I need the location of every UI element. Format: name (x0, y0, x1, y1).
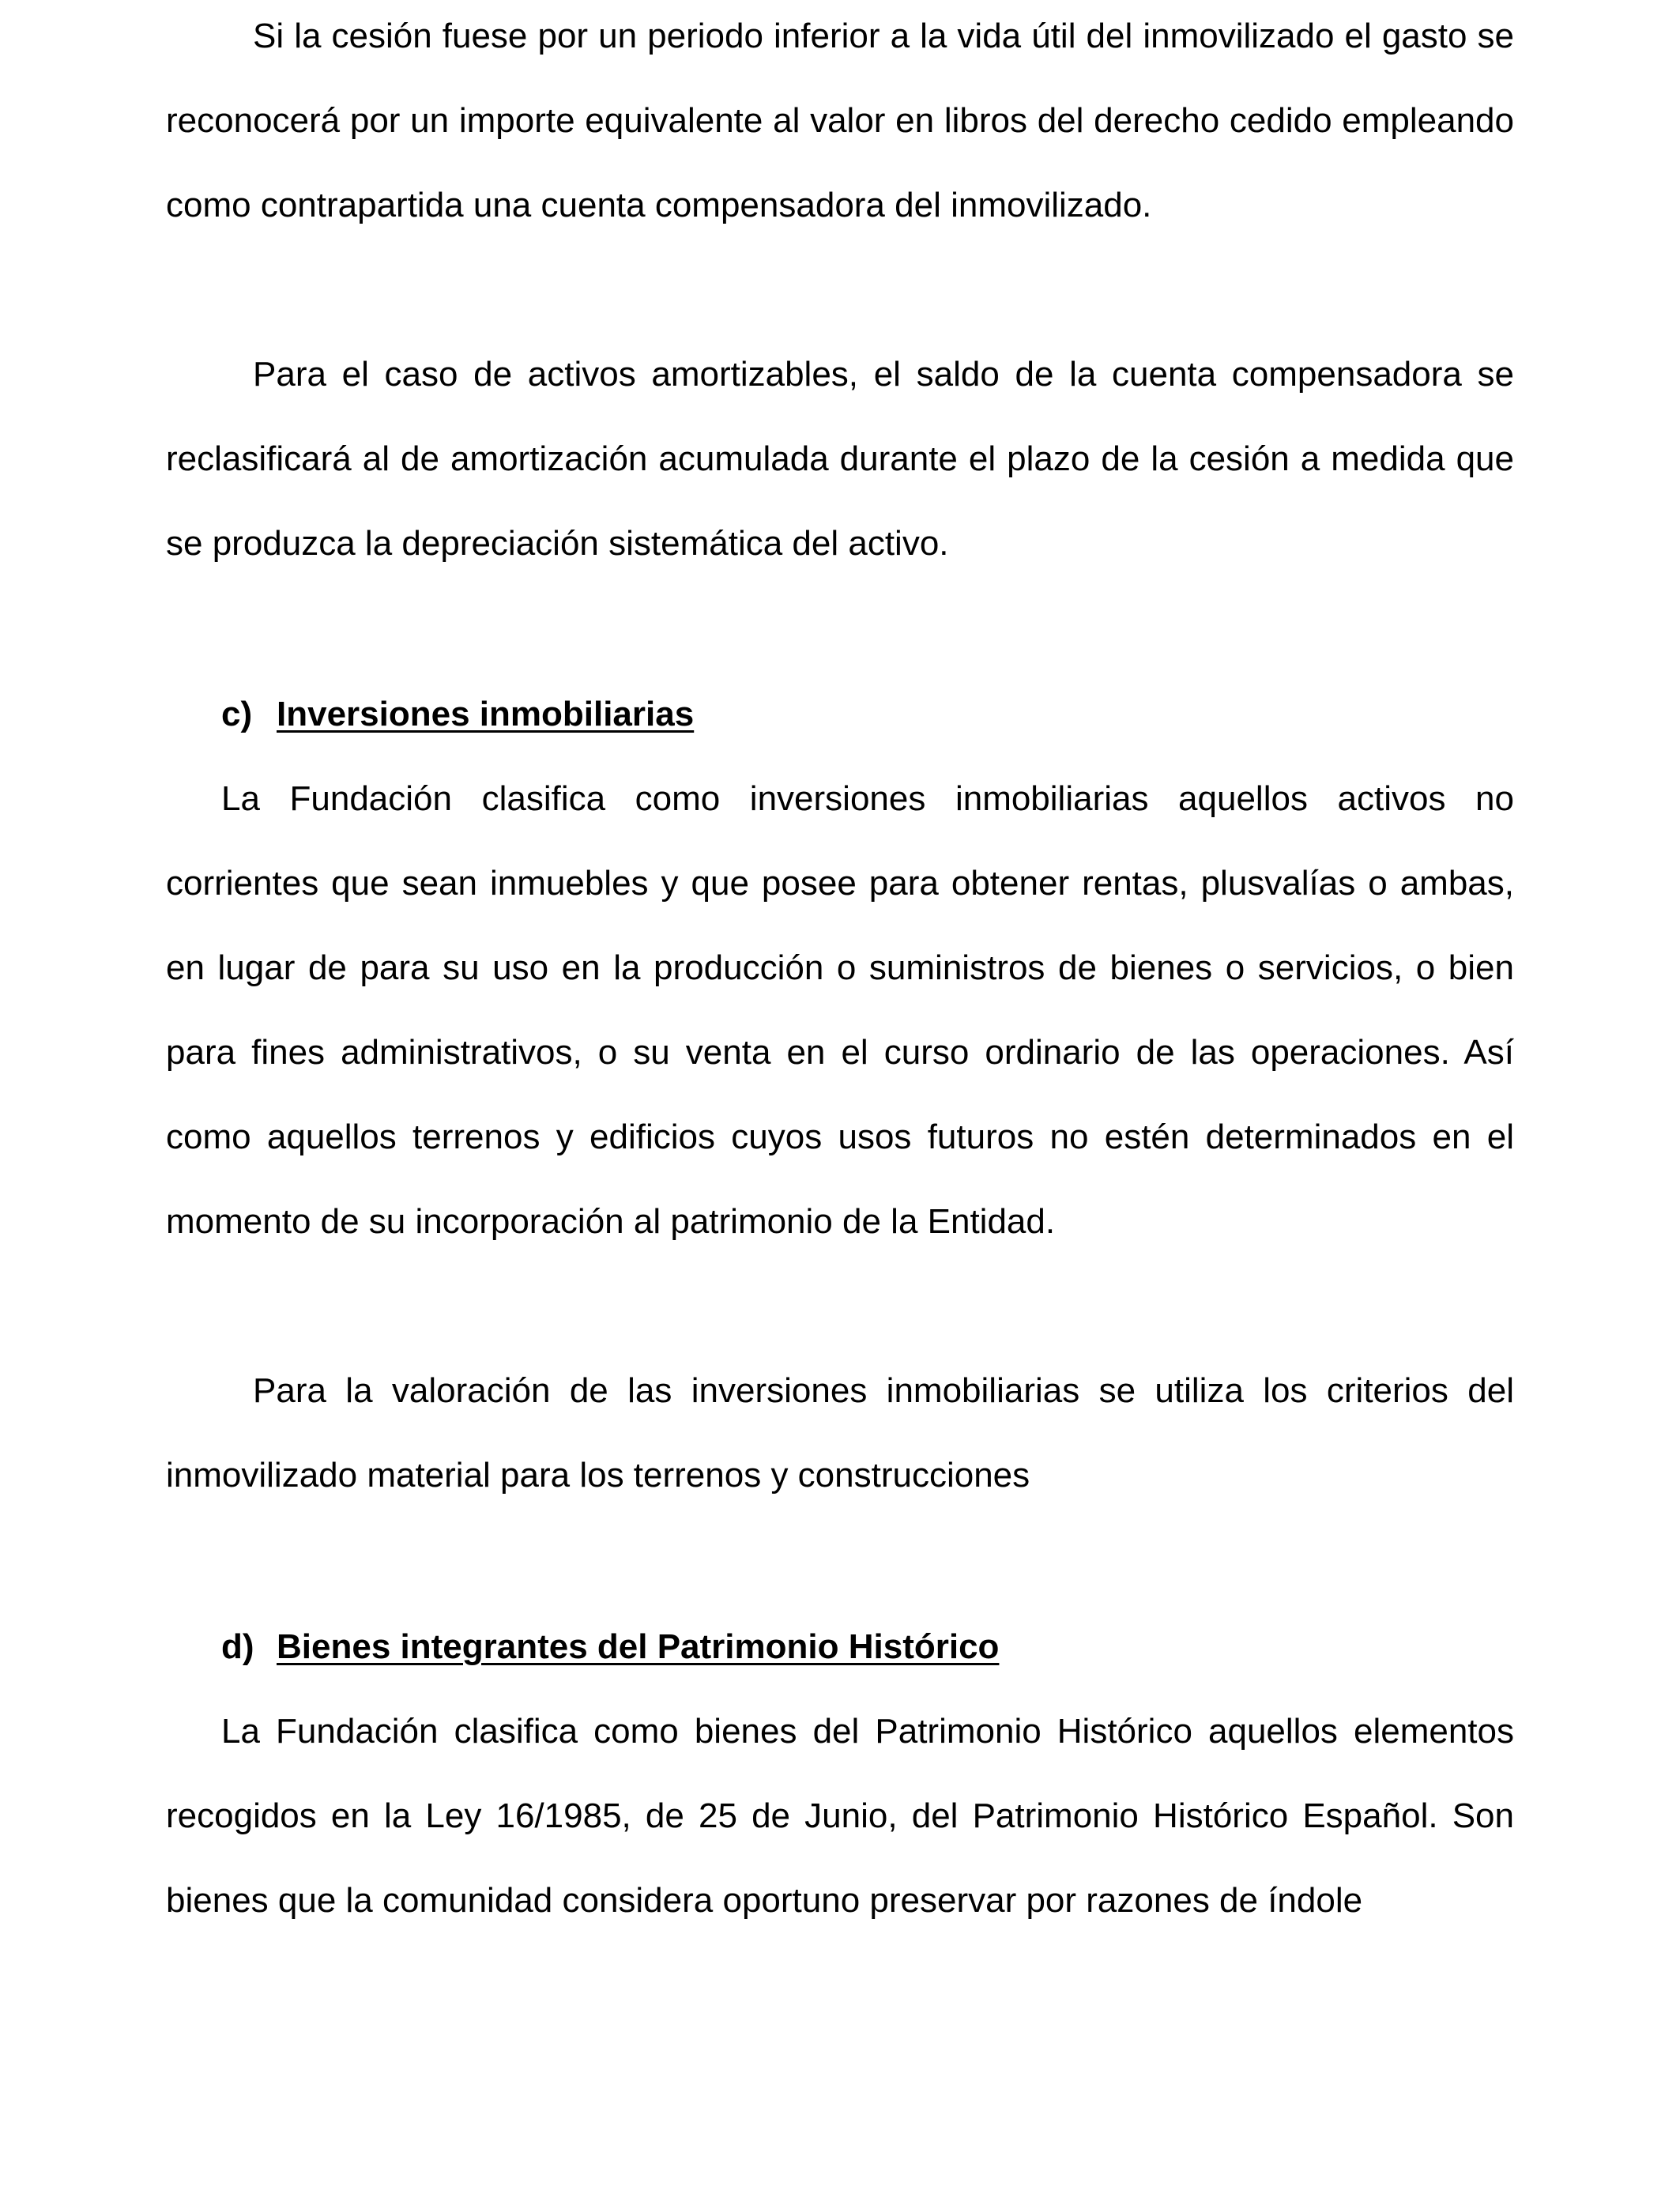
section-marker-c: c) (221, 695, 253, 733)
section-heading-c (221, 672, 694, 756)
section-marker-d: d) (221, 1627, 254, 1666)
section-title-c: Inversiones inmobiliarias (277, 695, 695, 733)
paragraph-inversiones-inmobiliarias: La Fundación clasifica como inversiones inmobiliarias aquellos activos no corrientes que sean inmuebles y que posee para obtener rentas, plusvalías o ambas, en lugar de para su uso en la producción o suministros de bienes o servicios, o bien para fines administrativos, o su venta en el curso ordinario de las operaciones. Así como aquellos terrenos y edificios cuyos usos futuros no estén determinados en el momento de su incorporación al patrimonio de la Entidad. (166, 779, 1514, 1241)
paragraph-cesion-periodo: Si la cesión fuese por un periodo inferior a la vida útil del inmovilizado el gasto se reconocerá por un importe equivalente al valor en libros del derecho cedido empleando como contrapartida una cuenta compensadora del inmovilizado. (166, 17, 1514, 224)
paragraph-activos-amortizables: Para el caso de activos amortizables, el saldo de la cuenta compensadora se reclasificará al de amortización acumulada durante el plazo de la cesión a medida que se produzca la depreciación sistemática del activo. (166, 355, 1514, 563)
paragraph-patrimonio-historico: La Fundación clasifica como bienes del Patrimonio Histórico aquellos elementos recogidos en la Ley 16/1985, de 25 de Junio, del Patrimonio Histórico Español. Son bienes que la comunidad considera oportuno preservar por razones de índole (166, 1712, 1514, 1920)
section-heading-d (221, 1604, 999, 1689)
paragraph-valoracion-inversiones: Para la valoración de las inversiones inmobiliarias se utiliza los criterios del inmovilizado material para los terrenos y construcciones (166, 1371, 1514, 1495)
section-title-d: Bienes integrantes del Patrimonio Histórico (277, 1627, 1000, 1666)
